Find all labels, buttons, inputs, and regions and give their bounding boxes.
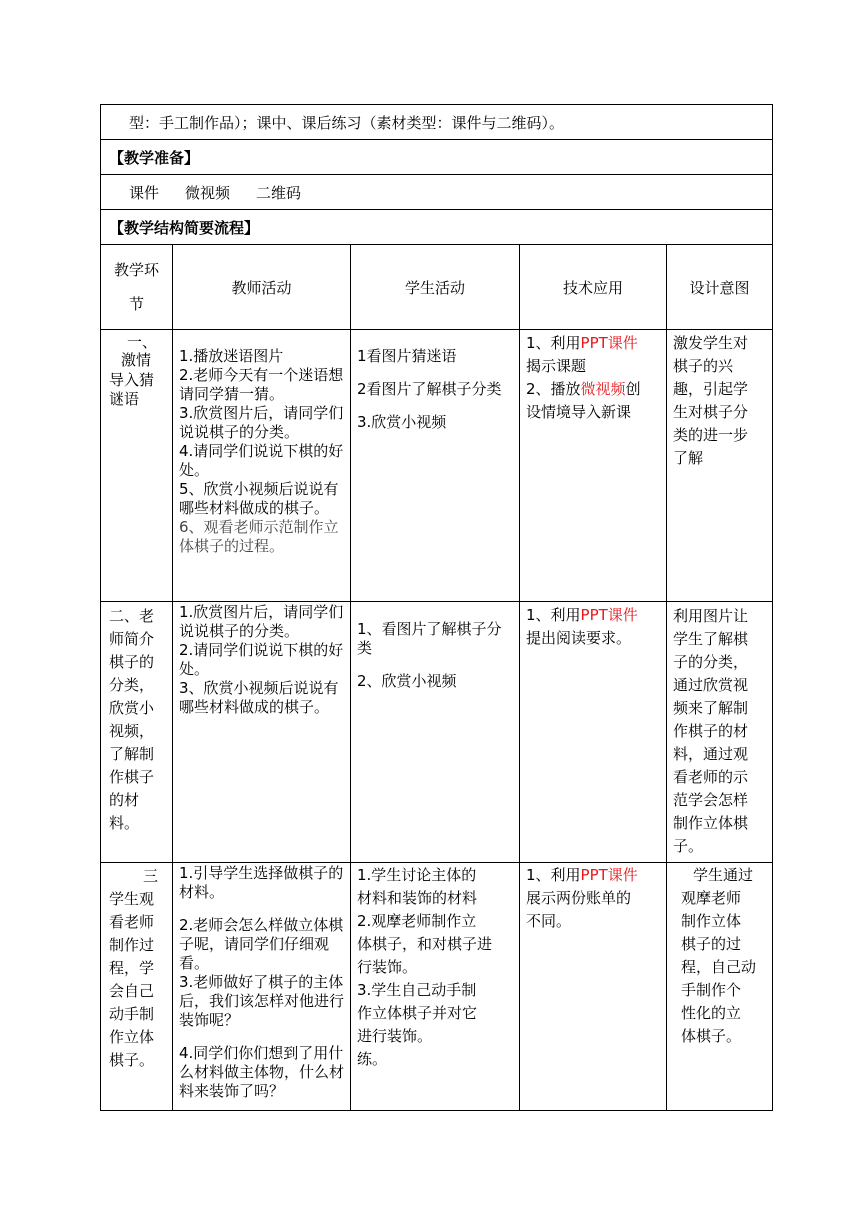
- lesson-plan-page: [100, 104, 772, 1111]
- teacher-item: 4.请同学们说说下棋的好处。: [179, 442, 344, 479]
- teacher-activity-cell: [173, 330, 351, 602]
- student-activity-cell: [351, 330, 520, 602]
- stage-cell: 一、 激情 导入猜 谜语: [101, 330, 173, 602]
- teacher-item: 3.欣赏图片后，请同学们说说棋子的分类。: [179, 404, 344, 441]
- ppt-courseware-label: PPT课件: [580, 866, 638, 884]
- student-item: 1看图片猜迷语: [357, 347, 457, 365]
- table-row: [101, 330, 773, 602]
- lesson-table: [100, 104, 773, 1111]
- prep-item: 二维码: [256, 183, 302, 202]
- teacher-item: 5、欣赏小视频后说说有哪些材料做成的棋子。: [179, 480, 339, 517]
- ppt-courseware-label: PPT课件: [580, 606, 638, 624]
- teacher-item: 1.引导学生选择做棋子的材料。: [179, 864, 344, 901]
- student-item: 2看图片了解棋子分类: [357, 380, 502, 398]
- prep-heading: 【教学准备】: [101, 140, 773, 175]
- teacher-item: 2.请同学们说说下棋的好处。: [179, 641, 344, 678]
- teacher-item: 2.老师会怎么样做立体棋子呢，请同学们仔细观看。: [179, 916, 344, 972]
- student-item: 2、欣赏小视频: [357, 672, 457, 690]
- student-item: 3.欣赏小视频: [357, 413, 447, 431]
- table-row: [101, 602, 773, 863]
- stage-cell: 二、老 师简介 棋子的 分类， 欣赏小 视频， 了解制 作棋子 的材 料。: [101, 602, 173, 863]
- teacher-item: 4.同学们你们想到了用什么材料做主体物，什么材料来装饰了吗？: [179, 1044, 345, 1100]
- prep-item: 微视频: [185, 183, 231, 202]
- top-line: 型：手工制作品）；课中、课后练习（素材类型：课件与二维码）。: [101, 105, 773, 140]
- teacher-item: 3、欣赏小视频后说说有哪些材料做成的棋子。: [179, 679, 339, 716]
- teacher-item: 1.播放迷语图片: [179, 347, 284, 365]
- flow-heading: 【教学结构简要流程】: [101, 210, 773, 245]
- teacher-item: 6、观看老师示范制作立体棋子的过程。: [179, 518, 339, 555]
- header-student: 学生活动: [351, 245, 520, 330]
- prep-items: [101, 175, 773, 210]
- teacher-activity-cell: [173, 602, 351, 863]
- teacher-item: 3.老师做好了棋子的主体后，我们该怎样对他进行装饰呢？: [179, 973, 345, 1029]
- teacher-item: 2.老师今天有一个迷语想请同学猜一猜。: [179, 366, 344, 403]
- header-tech: 技术应用: [520, 245, 667, 330]
- header-stage: 教学环 节: [101, 245, 173, 330]
- prep-item: 课件: [129, 183, 160, 202]
- table-header-row: [101, 245, 773, 330]
- student-activity-cell: [351, 602, 520, 863]
- ppt-courseware-label: PPT课件: [580, 334, 638, 352]
- header-intent: 设计意图: [667, 245, 773, 330]
- intent-cell: 利用图片让 学生了解棋 子的分类， 通过欣赏视 频来了解制 作棋子的材 料，通过观 看老师的示 范学会怎样 制作立体棋 子。: [667, 602, 773, 863]
- stage-cell: 三 学生观 看老师 制作过 程，学 会自己 动手制 作立体 棋子。: [101, 863, 173, 1111]
- tech-cell: 1、利用PPT课件 揭示课题 2、播放微视频创 设情境导入新课: [520, 330, 667, 602]
- student-item: 1、看图片了解棋子分类: [357, 620, 502, 657]
- teacher-item: 1.欣赏图片后，请同学们说说棋子的分类。: [179, 603, 344, 640]
- table-row: [101, 863, 773, 1111]
- intent-cell: 学生通过 观摩老师 制作立体 棋子的过 程，自己动 手制作个 性化的立 体棋子。: [667, 863, 773, 1111]
- teacher-activity-cell: [173, 863, 351, 1111]
- header-teacher: 教师活动: [173, 245, 351, 330]
- intent-cell: 激发学生对 棋子的兴 趣，引起学 生对棋子分 类的进一步 了解: [667, 330, 773, 602]
- student-activity-cell: 1.学生讨论主体的 材料和装饰的材料 2.观摩老师制作立 体棋子，和对棋子进 行装饰。 3.学生自己动手制 作立体棋子并对它 进行装饰。 练。: [351, 863, 520, 1111]
- tech-cell: 1、利用PPT课件 提出阅读要求。: [520, 602, 667, 863]
- micro-video-label: 微视频: [580, 380, 626, 398]
- tech-cell: 1、利用PPT课件 展示两份账单的 不同。: [520, 863, 667, 1111]
